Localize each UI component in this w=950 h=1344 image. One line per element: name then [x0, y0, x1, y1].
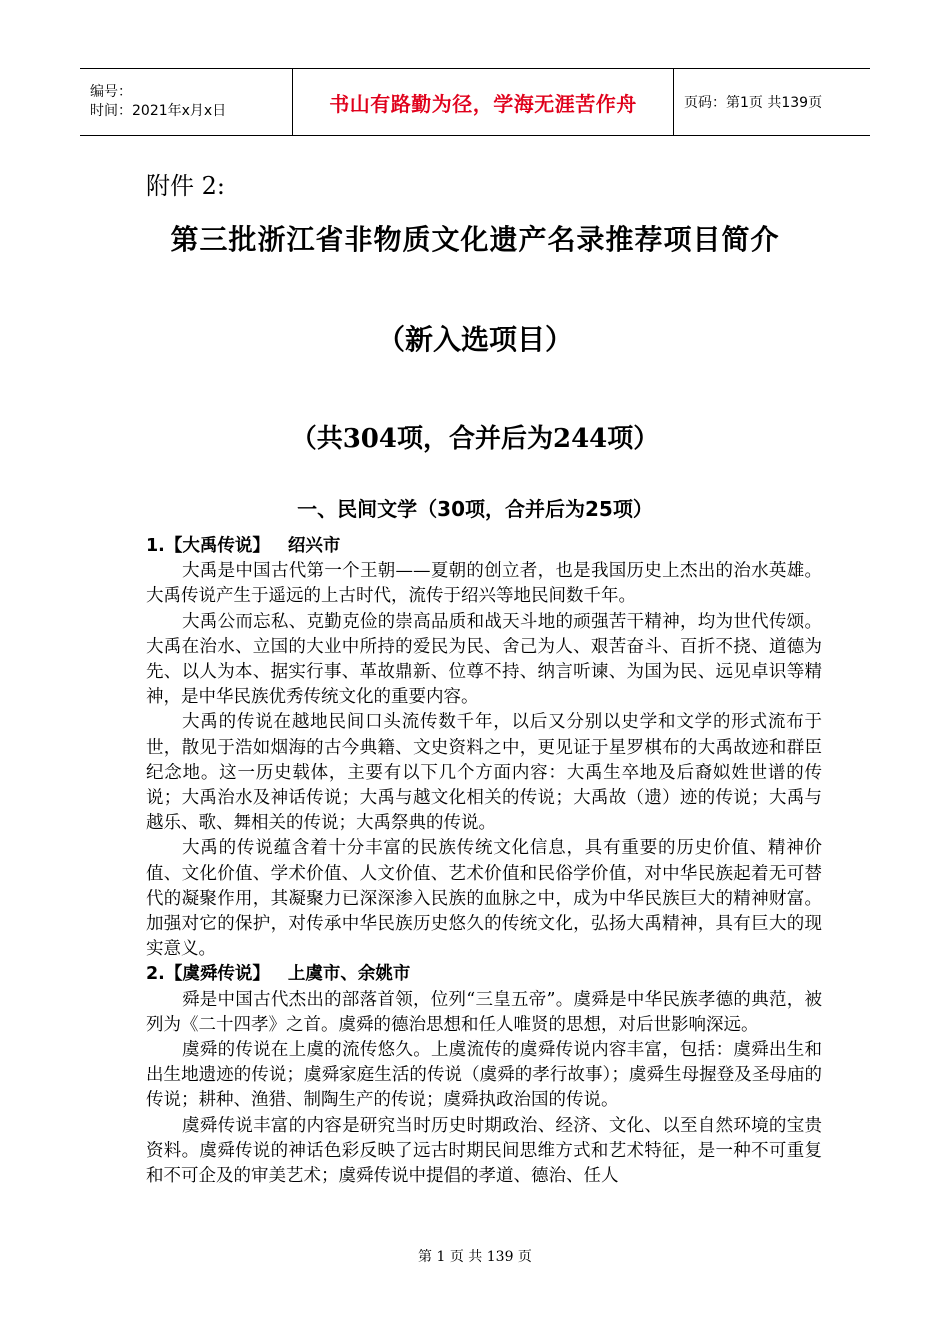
motto: 书山有路勤为径，学海无涯苦作舟 [329, 91, 637, 116]
item-heading [146, 534, 822, 559]
item-yushun [146, 962, 822, 1189]
paragraph: 大禹的传说蕴含着十分丰富的民族传统文化信息，具有重要的历史价值、精神价值、文化价值、学术价值、人文价值、艺术价值和民俗学价值，对中华民族起着无可替代的凝聚作用，其凝聚力已深深渗入民族的血脉之中，成为中华民族巨大的精神财富。加强对它的保护，对传承中华民族历史悠久的传统文化，弘扬大禹精神，具有巨大的现实意义。 [146, 838, 822, 960]
item-heading [146, 962, 822, 987]
document-title: 第三批浙江省非物质文化遗产名录推荐项目简介 [170, 223, 780, 256]
attachment-label: 附件 2: [146, 172, 225, 200]
page-footer: 第 1 页 共 139 页 [418, 1249, 532, 1265]
paragraph: 大禹的传说在越地民间口头流传数千年，以后又分别以史学和文学的形式流布于世，散见于浩如烟海的古今典籍、文史资料之中，更见证于星罗棋布的大禹故迹和群臣纪念地。这一历史载体，主要有以下几个方面内容：大禹生卒地及后裔姒姓世谱的传说；大禹治水及神话传说；大禹与越文化相关的传说；大禹故（遗）迹的传说；大禹与越乐、歌、舞相关的传说；大禹祭典的传说。 [146, 712, 822, 834]
date-line: 时间：2021年x月x日 [90, 103, 227, 119]
serial-label: 编号： [90, 84, 132, 100]
page-info: 页码：第1页 共139页 [684, 95, 823, 111]
item-title: 1.【大禹传说】 [146, 536, 270, 556]
page-header [80, 68, 870, 136]
paragraph: 大禹公而忘私、克勤克俭的崇高品质和战天斗地的顽强苦干精神，均为世代传颂。大禹在治水、立国的大业中所持的爱民为民、舍己为人、艰苦奋斗、百折不挠、道德为先、以人为本、据实行事、革故鼎新、位尊不持、纳言听谏、为国为民、远见卓识等精神，是中华民族优秀传统文化的重要内容。 [146, 611, 822, 708]
document-body [146, 534, 822, 1189]
header-motto-cell [292, 69, 674, 135]
document-subtitle: （新入选项目） [376, 323, 573, 356]
paragraph: 虞舜的传说在上虞的流传悠久。上虞流传的虞舜传说内容丰富，包括：虞舜出生和出生地遗迹的传说；虞舜家庭生活的传说（虞舜的孝行故事）；虞舜生母握登及圣母庙的传说；耕种、渔猎、制陶生产的传说；虞舜执政治国的传说。 [146, 1040, 822, 1111]
section-heading: 一、民间文学（30项，合并后为25项） [297, 497, 653, 521]
paragraph: 大禹是中国古代第一个王朝——夏朝的创立者，也是我国历史上杰出的治水英雄。大禹传说产生于遥远的上古时代，流传于绍兴等地民间数千年。 [146, 561, 822, 607]
item-dayu [146, 534, 822, 962]
header-meta [80, 69, 292, 135]
header-page-info [674, 69, 870, 135]
item-place: 上虞市、余姚市 [287, 964, 411, 985]
item-title: 2.【虞舜传说】 [146, 964, 270, 985]
item-place: 绍兴市 [287, 536, 341, 556]
item-count: （共304项，合并后为244项） [290, 424, 660, 454]
paragraph: 虞舜传说丰富的内容是研究当时历史时期政治、经济、文化、以至自然环境的宝贵资料。虞舜传说的神话色彩反映了远古时期民间思维方式和艺术特征，是一种不可重复和不可企及的审美艺术；虞舜传说中提倡的孝道、德治、任人 [146, 1115, 822, 1187]
paragraph: 舜是中国古代杰出的部落首领，位列“三皇五帝”。虞舜是中华民族孝德的典范，被列为《二十四孝》之首。虞舜的德治思想和任人唯贤的思想，对后世影响深远。 [146, 989, 822, 1035]
